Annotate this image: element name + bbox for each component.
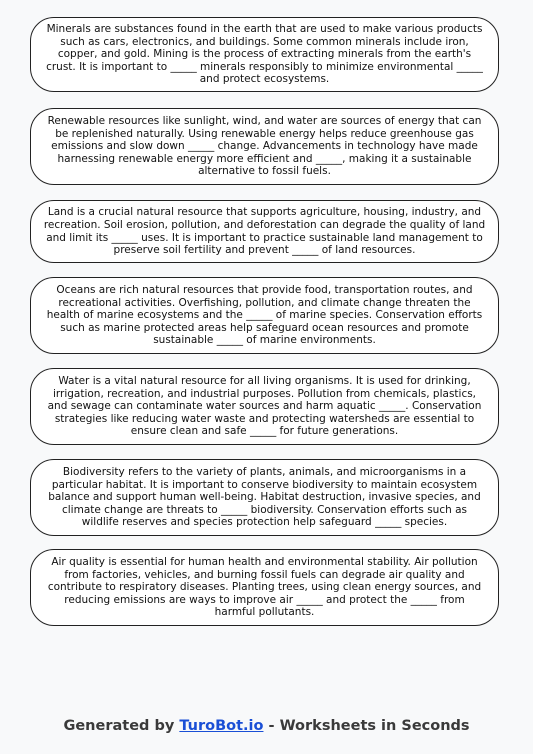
passage-water xyxy=(30,368,499,445)
passage-minerals xyxy=(30,17,499,92)
passage-oceans xyxy=(30,277,499,354)
footer-suffix: - Worksheets in Seconds xyxy=(263,718,470,734)
passage-biodiversity xyxy=(30,459,499,536)
passage-text: Renewable resources like sunlight, wind, and water are sources of energy that can be replenished naturally. Using renewable energy helps reduce greenhouse gas emissions and slow down _____ change. Advancements in technology have made harnessing renewable energy more efficient and _____, making it a sustainable alternative to fossil fuels. xyxy=(47,115,482,178)
passage-renewable xyxy=(30,108,499,185)
footer-prefix: Generated by xyxy=(63,718,180,734)
passage-land xyxy=(30,200,499,263)
passage-text: Air quality is essential for human health and environmental stability. Air pollution from factories, vehicles, and burning fossil fuels can degrade air quality and contribute to respiratory diseases. Planting trees, using clean energy sources, and reducing emissions are ways to improve air _____ and protect the _____ from harmful pollutants. xyxy=(47,556,482,619)
footer-brand-link[interactable]: TuroBot.io xyxy=(179,718,264,734)
passage-text: Land is a crucial natural resource that supports agriculture, housing, industry, and recreation. Soil erosion, pollution, and deforestation can degrade the quality of land and limit its _____ uses. It is important to practice sustainable land management to preserve soil fertility and prevent _____ of land resources. xyxy=(43,206,486,257)
passage-text: Minerals are substances found in the earth that are used to make various products such as cars, electronics, and buildings. Some common minerals include iron, copper, and gold. Mining is the process of extracting minerals from the earth's crust. It is important to _____ minerals responsibly to minimize environmental _____ and protect ecosystems. xyxy=(46,23,483,86)
footer xyxy=(0,718,533,734)
passage-text: Oceans are rich natural resources that provide food, transportation routes, and recreational activities. Overfishing, pollution, and climate change threaten the health of marine ecosystems and the _____ of marine species. Conservation efforts such as marine protected areas help safeguard ocean resources and promote sustainable _____ of marine environments. xyxy=(46,284,483,347)
passage-text: Water is a vital natural resource for all living organisms. It is used for drinking, irrigation, recreation, and industrial purposes. Pollution from chemicals, plastics, and sewage can contaminate water sources and harm aquatic _____. Conservation strategies like reducing water waste and protecting watersheds are essential to ensure clean and safe _____ for future generations. xyxy=(47,375,482,438)
passage-air-quality xyxy=(30,549,499,626)
passage-text: Biodiversity refers to the variety of plants, animals, and microorganisms in a particular habitat. It is important to conserve biodiversity to maintain ecosystem balance and support human well-being. Habitat destruction, invasive species, and climate change are threats to _____ biodiversity. Conservation efforts such as wildlife reserves and species protection help safeguard _____ species. xyxy=(48,466,481,529)
